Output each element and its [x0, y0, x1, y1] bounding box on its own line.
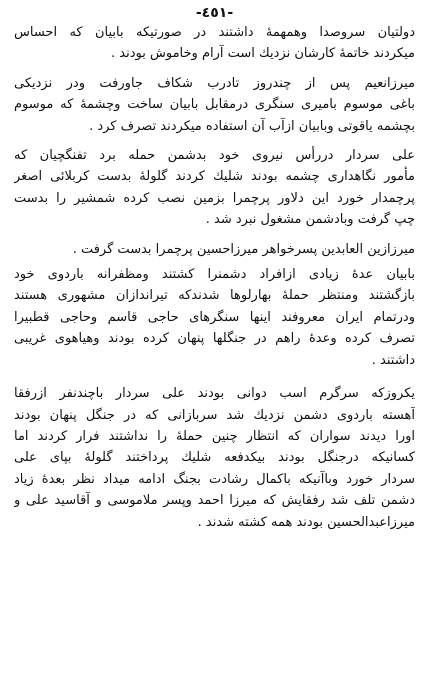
text-line: میرزازین العابدین پسرخواهر میرزاحسین پرچمرا بدست گرفت .: [72, 241, 415, 257]
text-line: میرزاعبدالحسین بودند همه کشته شدند .: [197, 514, 415, 530]
text-line: بچشمه یاقوتی وبابیان ازآب آن استفاده میکردند تصرف کرد .: [89, 118, 415, 134]
text-line: باغی موسوم بامیری سنگری درمقابل بابیان ساخت وچشمهٔ که موسوم: [14, 97, 415, 113]
paragraph-5: [14, 264, 415, 371]
text-line: یکروزکه سرگرم اسب دوانی بودند علی سردار باچندنفر ازرفقا: [14, 386, 415, 402]
paragraph-6: [14, 383, 415, 533]
text-line: سردار خورد وباآنیکه باکمال رشادت بجنگ ادامه میداد نظر بعدهٔ زیاد: [14, 471, 415, 487]
text-line: بابیان عدهٔ زیادی ازافراد دشمنرا کشتند ومظفرانه باردوی خود: [14, 267, 415, 283]
paragraph-3: [14, 145, 415, 231]
text-line: علی سردار دررأس نیروی خود بدشمن حمله برد تفنگچیان که: [14, 148, 415, 164]
page-number: -٤٥١-: [195, 5, 234, 21]
text-line: اورا دیدند سواران که انتظار چنین حملهٔ را نداشتند فرار کردند اما: [14, 428, 415, 444]
text-line: ودرتمام ایران معروفند اینها سنگرهای حاجی قاسم وحاجی قطبیرا: [14, 309, 415, 325]
paragraph-4: [14, 239, 415, 260]
text-line: آهسته باردوی دشمن نزدیك شد سربازانی که در جنگل پنهان بودند: [14, 407, 415, 423]
text-line: چپ گرفت وبادشمن مشغول نبرد شد .: [205, 212, 415, 228]
text-line: میکردند خاتمهٔ کارشان نزدیك است آرام وخاموش بودند .: [111, 46, 415, 62]
text-line: دشمن تلف شد رفقایش که میرزا احمد وپسر ملاموسی و آقاسید علی و: [14, 493, 415, 509]
text-line: کسانیکه درجنگل بودند بیکدفعه شلیك پرداختند گلولهٔ بپای علی: [14, 450, 415, 466]
text-line: داشتند .: [371, 352, 415, 368]
text-line: دولتیان سروصدا وهمهمهٔ داشتند در صورتیکه بابیان که احساس: [14, 25, 415, 40]
text-line: پرچمدار خورد این دلاور پرچمرا بزمین نصب کرده شمشیر را بدست: [14, 190, 415, 206]
paragraph-2: [14, 73, 415, 137]
paragraph-1: [14, 22, 415, 65]
text-line: تصرف کرده وعدهٔ راهم در جنگلها پنهان کرده بودند وهیاهوی غریبی: [14, 331, 415, 347]
text-line: میرزانعیم پس از چندروز تادرب شکاف جاورفت ودر نزدیکی: [14, 75, 415, 91]
text-line: بازگشتند ومنتظر حملهٔ بهارلوها شدندکه تیراندازان مشهوری هستند: [14, 288, 415, 304]
text-line: مأمور نگاهداری چشمه بودند شلیك کردند گلولهٔ بدست کربلائی اصغر: [14, 169, 415, 185]
